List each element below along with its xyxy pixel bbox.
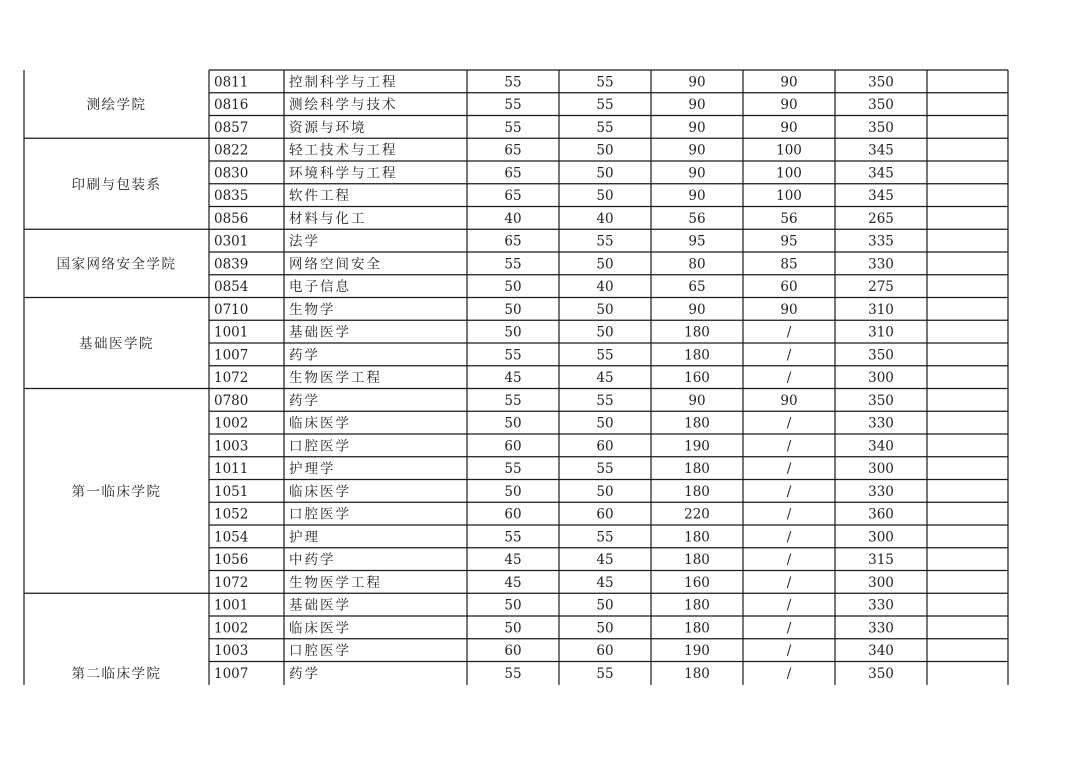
subject1-score-cell: 65 (688, 279, 706, 296)
major-name-cell: 生物学 (289, 301, 336, 318)
major-code-cell: 0301 (214, 233, 249, 250)
total-score-cell: 345 (868, 142, 894, 159)
total-score-cell: 350 (868, 119, 894, 136)
foreign-language-score-cell: 50 (596, 188, 614, 205)
subject1-score-cell: 90 (688, 301, 706, 318)
politics-score-cell: 50 (504, 597, 522, 614)
major-code-cell: 1054 (214, 529, 249, 546)
subject1-score-cell: 180 (684, 552, 710, 569)
major-name-cell: 口腔医学 (289, 438, 351, 455)
subject2-score-cell: 90 (780, 119, 798, 136)
subject1-score-cell: 80 (688, 256, 706, 273)
foreign-language-score-cell: 50 (596, 415, 614, 432)
foreign-language-score-cell: 55 (596, 347, 614, 364)
major-code-cell: 0839 (214, 256, 249, 273)
subject2-score-cell: / (786, 324, 792, 341)
subject1-score-cell: 180 (684, 483, 710, 500)
major-name-cell: 药学 (289, 347, 320, 364)
subject2-score-cell: / (786, 415, 792, 432)
total-score-cell: 350 (868, 347, 894, 364)
politics-score-cell: 55 (504, 74, 522, 91)
major-code-cell: 1052 (214, 506, 249, 523)
institute-name-cell: 第二临床学院 (71, 665, 162, 682)
politics-score-cell: 50 (504, 415, 522, 432)
politics-score-cell: 65 (504, 188, 522, 205)
subject1-score-cell: 90 (688, 165, 706, 182)
subject2-score-cell: / (786, 506, 792, 523)
foreign-language-score-cell: 50 (596, 142, 614, 159)
major-code-cell: 1003 (214, 438, 249, 455)
major-code-cell: 0811 (214, 74, 249, 91)
foreign-language-score-cell: 45 (596, 574, 614, 591)
major-code-cell: 1002 (214, 415, 249, 432)
subject2-score-cell: 90 (780, 74, 798, 91)
foreign-language-score-cell: 50 (596, 620, 614, 637)
subject1-score-cell: 90 (688, 119, 706, 136)
major-code-cell: 1072 (214, 370, 249, 387)
institute-name-cell: 国家网络安全学院 (56, 256, 177, 273)
table-cells (57, 73, 894, 682)
major-code-cell: 1072 (214, 574, 249, 591)
foreign-language-score-cell: 55 (596, 233, 614, 250)
major-code-cell: 0822 (214, 142, 249, 159)
major-name-cell: 环境科学与工程 (289, 165, 398, 182)
major-name-cell: 基础医学 (289, 597, 351, 614)
subject1-score-cell: 90 (688, 392, 706, 409)
subject1-score-cell: 90 (688, 97, 706, 114)
foreign-language-score-cell: 55 (596, 529, 614, 546)
foreign-language-score-cell: 50 (596, 597, 614, 614)
subject1-score-cell: 160 (684, 574, 710, 591)
politics-score-cell: 45 (504, 574, 522, 591)
foreign-language-score-cell: 50 (596, 301, 614, 318)
subject1-score-cell: 180 (684, 529, 710, 546)
major-code-cell: 1007 (214, 665, 249, 682)
major-name-cell: 临床医学 (289, 415, 351, 432)
subject2-score-cell: / (786, 574, 792, 591)
total-score-cell: 330 (868, 597, 894, 614)
major-code-cell: 1003 (214, 643, 249, 660)
major-code-cell: 1007 (214, 347, 249, 364)
major-name-cell: 临床医学 (289, 620, 351, 637)
subject2-score-cell: / (786, 461, 792, 478)
subject2-score-cell: 95 (780, 233, 798, 250)
major-code-cell: 1051 (214, 483, 249, 500)
total-score-cell: 345 (868, 188, 894, 205)
subject2-score-cell: / (786, 665, 792, 682)
major-name-cell: 软件工程 (289, 188, 351, 205)
subject2-score-cell: / (786, 438, 792, 455)
foreign-language-score-cell: 45 (596, 552, 614, 569)
total-score-cell: 330 (868, 483, 894, 500)
politics-score-cell: 60 (504, 506, 522, 523)
foreign-language-score-cell: 60 (596, 506, 614, 523)
politics-score-cell: 50 (504, 301, 522, 318)
politics-score-cell: 55 (504, 665, 522, 682)
subject2-score-cell: 100 (776, 142, 802, 159)
subject2-score-cell: 100 (776, 188, 802, 205)
major-code-cell: 0854 (214, 279, 249, 296)
foreign-language-score-cell: 55 (596, 461, 614, 478)
institute-name-cell: 基础医学院 (79, 336, 154, 352)
major-code-cell: 1056 (214, 552, 249, 569)
subject1-score-cell: 160 (684, 370, 710, 387)
total-score-cell: 275 (868, 279, 894, 296)
subject2-score-cell: 60 (780, 279, 798, 296)
subject2-score-cell: 85 (780, 256, 798, 273)
major-name-cell: 测绘科学与技术 (289, 97, 398, 114)
major-name-cell: 材料与化工 (289, 210, 367, 227)
subject2-score-cell: / (786, 529, 792, 546)
subject2-score-cell: 56 (780, 210, 798, 227)
subject1-score-cell: 180 (684, 415, 710, 432)
total-score-cell: 310 (868, 301, 894, 318)
foreign-language-score-cell: 55 (596, 392, 614, 409)
politics-score-cell: 65 (504, 165, 522, 182)
subject1-score-cell: 90 (688, 142, 706, 159)
total-score-cell: 335 (868, 233, 894, 250)
subject2-score-cell: / (786, 483, 792, 500)
major-code-cell: 0857 (214, 119, 249, 136)
total-score-cell: 340 (868, 643, 894, 660)
foreign-language-score-cell: 50 (596, 256, 614, 273)
politics-score-cell: 50 (504, 483, 522, 500)
total-score-cell: 350 (868, 392, 894, 409)
total-score-cell: 360 (868, 506, 894, 523)
foreign-language-score-cell: 55 (596, 119, 614, 136)
major-name-cell: 轻工技术与工程 (289, 142, 398, 159)
major-code-cell: 0816 (214, 97, 249, 114)
major-name-cell: 药学 (289, 392, 320, 409)
institute-name-cell: 第一临床学院 (71, 483, 162, 500)
subject1-score-cell: 180 (684, 620, 710, 637)
politics-score-cell: 50 (504, 620, 522, 637)
major-name-cell: 护理学 (289, 461, 336, 478)
major-name-cell: 控制科学与工程 (289, 74, 398, 91)
major-name-cell: 中药学 (289, 552, 336, 569)
subject1-score-cell: 190 (684, 643, 710, 660)
foreign-language-score-cell: 40 (596, 210, 614, 227)
foreign-language-score-cell: 40 (596, 279, 614, 296)
subject2-score-cell: / (786, 643, 792, 660)
subject2-score-cell: / (786, 552, 792, 569)
politics-score-cell: 55 (504, 119, 522, 136)
politics-score-cell: 55 (504, 529, 522, 546)
subject1-score-cell: 90 (688, 74, 706, 91)
major-code-cell: 0835 (214, 188, 249, 205)
major-code-cell: 0830 (214, 165, 249, 182)
foreign-language-score-cell: 50 (596, 483, 614, 500)
total-score-cell: 345 (868, 165, 894, 182)
total-score-cell: 300 (868, 574, 894, 591)
total-score-cell: 300 (868, 529, 894, 546)
major-name-cell: 口腔医学 (289, 506, 351, 523)
subject2-score-cell: / (786, 370, 792, 387)
total-score-cell: 330 (868, 415, 894, 432)
politics-score-cell: 65 (504, 233, 522, 250)
total-score-cell: 300 (868, 461, 894, 478)
total-score-cell: 300 (868, 370, 894, 387)
foreign-language-score-cell: 60 (596, 438, 614, 455)
subject2-score-cell: / (786, 347, 792, 364)
politics-score-cell: 45 (504, 370, 522, 387)
subject1-score-cell: 190 (684, 438, 710, 455)
total-score-cell: 330 (868, 620, 894, 637)
major-name-cell: 药学 (289, 665, 320, 682)
subject1-score-cell: 180 (684, 347, 710, 364)
total-score-cell: 330 (868, 256, 894, 273)
politics-score-cell: 60 (504, 438, 522, 455)
major-name-cell: 生物医学工程 (289, 574, 382, 591)
subject2-score-cell: 90 (780, 301, 798, 318)
foreign-language-score-cell: 60 (596, 643, 614, 660)
major-name-cell: 法学 (289, 233, 320, 250)
major-name-cell: 口腔医学 (289, 643, 351, 660)
major-code-cell: 0780 (214, 392, 249, 409)
subject1-score-cell: 220 (684, 506, 710, 523)
politics-score-cell: 65 (504, 142, 522, 159)
foreign-language-score-cell: 50 (596, 165, 614, 182)
politics-score-cell: 50 (504, 324, 522, 341)
major-code-cell: 0856 (214, 210, 249, 227)
subject1-score-cell: 180 (684, 665, 710, 682)
politics-score-cell: 60 (504, 643, 522, 660)
total-score-cell: 310 (868, 324, 894, 341)
total-score-cell: 315 (868, 552, 894, 569)
politics-score-cell: 55 (504, 97, 522, 114)
total-score-cell: 265 (868, 210, 894, 227)
foreign-language-score-cell: 55 (596, 665, 614, 682)
institute-name-cell: 测绘学院 (86, 97, 147, 114)
major-code-cell: 1002 (214, 620, 249, 637)
total-score-cell: 350 (868, 665, 894, 682)
institute-name-cell: 印刷与包装系 (71, 176, 162, 193)
subject2-score-cell: 100 (776, 165, 802, 182)
total-score-cell: 340 (868, 438, 894, 455)
subject1-score-cell: 56 (688, 210, 706, 227)
subject1-score-cell: 95 (688, 233, 706, 250)
politics-score-cell: 55 (504, 256, 522, 273)
subject1-score-cell: 180 (684, 324, 710, 341)
subject2-score-cell: / (786, 620, 792, 637)
subject1-score-cell: 180 (684, 597, 710, 614)
politics-score-cell: 40 (504, 210, 522, 227)
major-code-cell: 1011 (214, 461, 249, 478)
foreign-language-score-cell: 55 (596, 97, 614, 114)
major-name-cell: 基础医学 (289, 324, 351, 341)
politics-score-cell: 55 (504, 392, 522, 409)
subject1-score-cell: 90 (688, 188, 706, 205)
major-code-cell: 1001 (214, 324, 249, 341)
total-score-cell: 350 (868, 74, 894, 91)
politics-score-cell: 55 (504, 461, 522, 478)
politics-score-cell: 45 (504, 552, 522, 569)
major-name-cell: 网络空间安全 (289, 256, 382, 273)
subject1-score-cell: 180 (684, 461, 710, 478)
politics-score-cell: 55 (504, 347, 522, 364)
foreign-language-score-cell: 45 (596, 370, 614, 387)
foreign-language-score-cell: 55 (596, 74, 614, 91)
foreign-language-score-cell: 50 (596, 324, 614, 341)
subject2-score-cell: 90 (780, 392, 798, 409)
politics-score-cell: 50 (504, 279, 522, 296)
total-score-cell: 350 (868, 97, 894, 114)
major-name-cell: 生物医学工程 (289, 370, 382, 387)
major-code-cell: 0710 (214, 301, 249, 318)
major-name-cell: 临床医学 (289, 483, 351, 500)
major-code-cell: 1001 (214, 597, 249, 614)
major-name-cell: 护理 (289, 529, 320, 546)
major-name-cell: 电子信息 (289, 279, 351, 296)
major-name-cell: 资源与环境 (289, 119, 367, 136)
subject2-score-cell: 90 (780, 97, 798, 114)
subject2-score-cell: / (786, 597, 792, 614)
